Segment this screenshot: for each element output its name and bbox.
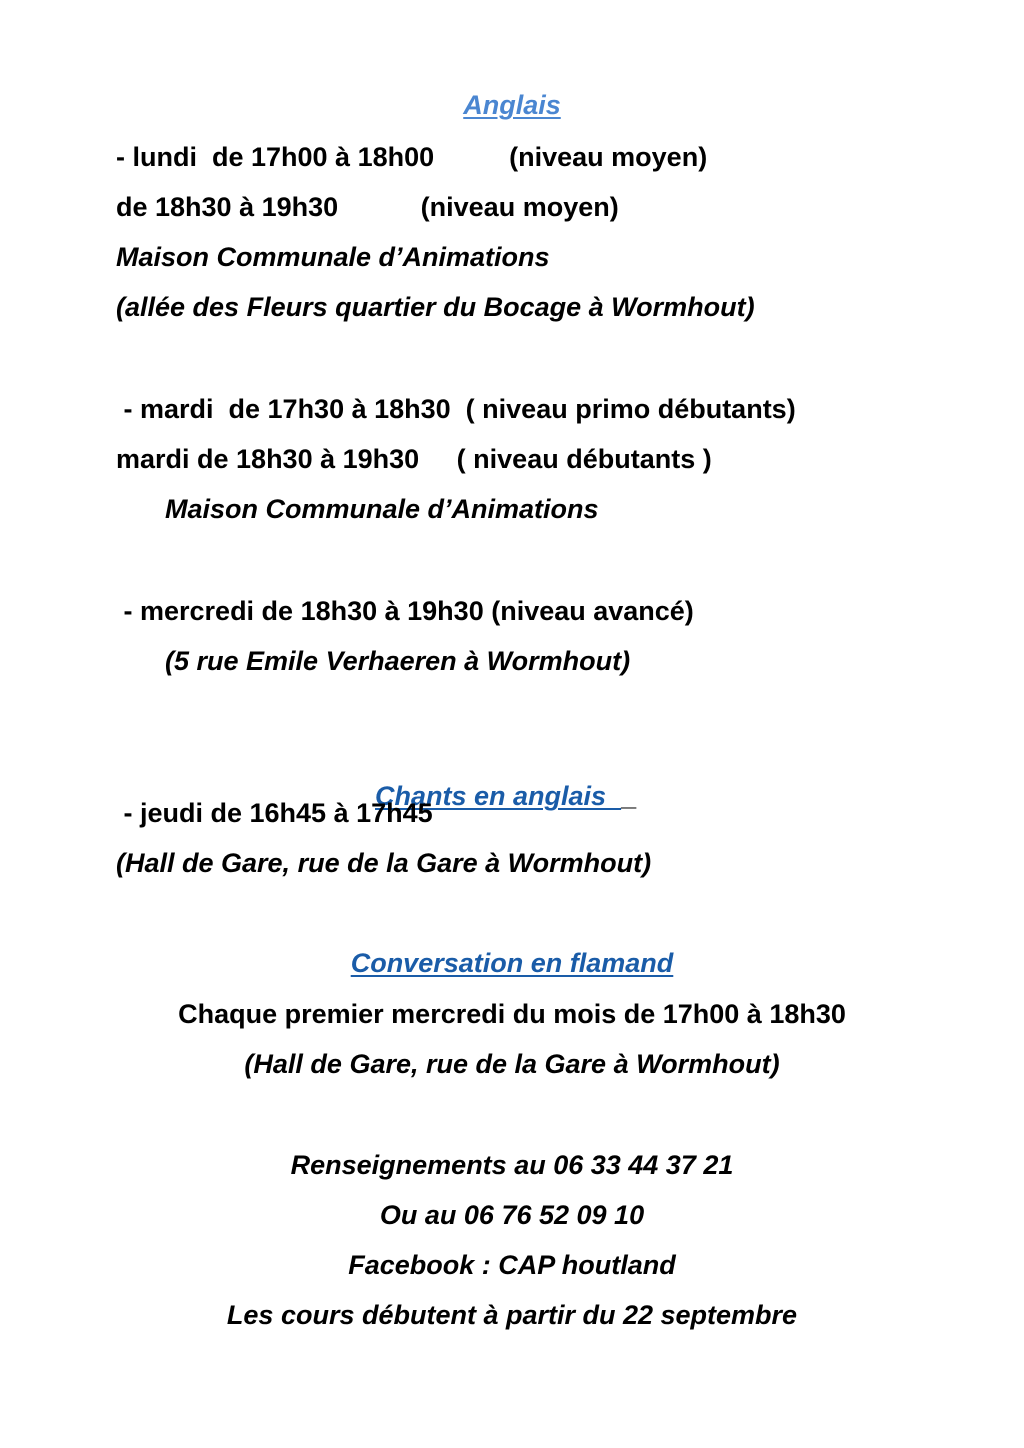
info-phone-1: Renseignements au 06 33 44 37 21 xyxy=(290,1150,734,1180)
flamand-heading: Conversation en flamand xyxy=(350,948,674,978)
anglais-venue-1: Maison Communale d’Animations xyxy=(116,242,550,272)
anglais-monday-slot-1: - lundi de 17h00 à 18h00 (niveau moyen) xyxy=(116,142,708,172)
info-facebook: Facebook : CAP houtland xyxy=(348,1250,676,1280)
anglais-venue-2: Maison Communale d’Animations xyxy=(165,494,599,524)
flamand-venue-address: (Hall de Gare, rue de la Gare à Wormhout) xyxy=(244,1049,780,1079)
info-phone-2: Ou au 06 76 52 09 10 xyxy=(379,1200,645,1230)
anglais-wednesday-slot: - mercredi de 18h30 à 19h30 (niveau avancé) xyxy=(116,596,694,626)
chants-venue-address: (Hall de Gare, rue de la Gare à Wormhout) xyxy=(116,848,652,878)
anglais-venue-3-address: (5 rue Emile Verhaeren à Wormhout) xyxy=(165,646,631,676)
anglais-heading: Anglais xyxy=(463,90,561,120)
flamand-schedule: Chaque premier mercredi du mois de 17h00 à 18h30 xyxy=(178,999,846,1029)
chants-heading: Chants en anglais xyxy=(375,781,622,811)
anglais-monday-slot-2: de 18h30 à 19h30 (niveau moyen) xyxy=(116,192,619,222)
info-start-date: Les cours débutent à partir du 22 septembre xyxy=(226,1300,798,1330)
anglais-venue-1-address: (allée des Fleurs quartier du Bocage à Wormhout) xyxy=(116,292,755,322)
chants-heading-trailing: _ xyxy=(621,781,637,811)
chants-thursday-slot: - jeudi de 16h45 à 17h45 xyxy=(116,798,433,828)
anglais-tuesday-slot-1: - mardi de 17h30 à 18h30 ( niveau primo débutants) xyxy=(116,394,796,424)
anglais-tuesday-slot-2: mardi de 18h30 à 19h30 ( niveau débutants ) xyxy=(116,444,712,474)
